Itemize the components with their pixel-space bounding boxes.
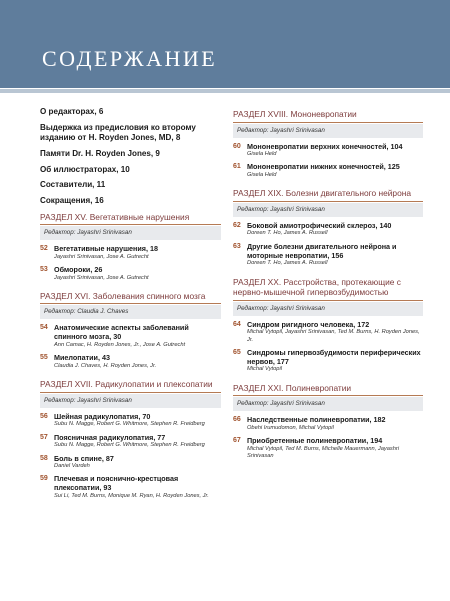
chapter-title: Боковой амиотрофический склероз, 140 — [247, 220, 392, 230]
chapter-authors: Michal Vytopil — [247, 366, 282, 373]
section-editor: Редактор: Jayashri Srinivasan — [40, 394, 221, 408]
chapter-entry[interactable] — [233, 162, 423, 179]
chapter-entry[interactable] — [233, 320, 423, 344]
chapter-title: Синдром ригидного человека, 172 — [247, 319, 370, 329]
chapter-entry[interactable] — [40, 412, 221, 429]
chapter-entry[interactable] — [40, 323, 221, 349]
header-band — [0, 0, 450, 88]
chapter-title: Миелопатии, 43 — [54, 353, 110, 363]
section-editor: Редактор: Jayashri Srinivasan — [233, 203, 423, 217]
page-title: СОДЕРЖАНИЕ — [42, 46, 218, 71]
chapter-authors: Sui Li, Ted M. Burns, Monique M. Ryan, H. Royden Jones, Jr. — [54, 492, 209, 499]
chapter-title: Мононевропатии нижних конечностей, 125 — [247, 162, 400, 172]
front-matter-item[interactable]: Памяти Dr. H. Royden Jones, 9 — [40, 148, 160, 158]
chapter-entry[interactable] — [233, 142, 423, 159]
chapter-number: 59 — [40, 475, 48, 483]
section-xix — [233, 188, 423, 267]
section-title[interactable]: РАЗДЕЛ XVII. Радикулопатии и плексопатии — [40, 379, 221, 393]
chapter-authors: Subu N. Magge, Robert G. Whitmore, Stephen R. Freidberg — [54, 442, 205, 449]
front-matter-item[interactable]: Составители, 11 — [40, 180, 106, 190]
section-xv — [40, 212, 221, 282]
chapter-number: 56 — [40, 412, 48, 420]
chapter-entry[interactable] — [40, 474, 221, 500]
chapter-title: Анатомические аспекты заболеваний спинного мозга, 30 — [54, 323, 189, 342]
front-matter-item[interactable]: Об иллюстраторах, 10 — [40, 164, 130, 174]
section-title[interactable]: РАЗДЕЛ XIX. Болезни двигательного нейрона — [233, 188, 423, 202]
chapter-number: 55 — [40, 354, 48, 362]
section-xvii — [40, 379, 221, 500]
section-editor: Редактор: Claudia J. Chaves — [40, 305, 221, 319]
chapter-title: Другие болезни двигательного нейрона и моторные невропатии, 156 — [247, 241, 397, 260]
chapter-entry[interactable] — [233, 436, 423, 460]
section-title[interactable]: РАЗДЕЛ XX. Расстройства, протекающие с нервно-мышечной гипервозбудимостью — [233, 277, 423, 301]
chapter-authors: Claudia J. Chaves, H. Royden Jones, Jr. — [54, 362, 157, 369]
right-column — [233, 107, 423, 461]
chapter-number: 60 — [233, 142, 241, 150]
left-column — [40, 107, 221, 500]
chapter-entry[interactable] — [233, 242, 423, 268]
chapter-authors: Ann Camac, H. Royden Jones, Jr., Jose A. Gutrecht — [54, 341, 186, 348]
chapter-title: Мононевропатии верхних конечностей, 104 — [247, 141, 403, 151]
chapter-number: 62 — [233, 221, 241, 229]
chapter-entry[interactable] — [40, 265, 221, 282]
section-editor: Редактор: Jayashri Srinivasan — [233, 397, 423, 411]
section-xxi — [233, 383, 423, 461]
section-title[interactable]: РАЗДЕЛ XVIII. Мононевропатии — [233, 109, 423, 123]
chapter-entry[interactable] — [233, 348, 423, 374]
chapter-authors: Gisela Held — [247, 151, 277, 157]
chapter-number: 52 — [40, 245, 48, 253]
chapter-title: Боль в спине, 87 — [54, 453, 114, 463]
chapter-authors: Jayashri Srinivasan, Jose A. Gutrecht — [54, 274, 149, 281]
section-title[interactable]: РАЗДЕЛ XXI. Полиневропатии — [233, 383, 423, 397]
chapter-title: Обмороки, 26 — [54, 265, 103, 275]
section-title[interactable]: РАЗДЕЛ XV. Вегетативные нарушения — [40, 212, 221, 226]
section-editor: Редактор: Jayashri Srinivasan — [233, 302, 423, 316]
chapter-title: Поясничная радикулопатия, 77 — [54, 432, 166, 442]
chapter-title: Приобретенные полиневропатии, 194 — [247, 436, 383, 446]
chapter-authors: Michal Vytopil, Jayashri Srinivasan, Ted M. Burns, H. Royden Jones, Jr. — [247, 329, 420, 343]
chapter-authors: Gisela Held — [247, 171, 277, 178]
chapter-entry[interactable] — [233, 415, 423, 432]
front-matter-item[interactable]: О редакторах, 6 — [40, 107, 104, 116]
chapter-authors: Daniel Vardeh — [54, 463, 90, 470]
chapter-entry[interactable] — [40, 244, 221, 261]
chapter-authors: Michal Vytopil, Ted M. Burns, Michelle Mauermann, Jayashri Srinivasan — [247, 445, 400, 460]
chapter-number: 67 — [233, 437, 241, 445]
chapter-number: 64 — [233, 320, 241, 328]
chapter-number: 61 — [233, 163, 241, 171]
chapter-number: 53 — [40, 266, 48, 274]
chapter-entry[interactable] — [40, 353, 221, 370]
chapter-title: Вегетативные нарушения, 18 — [54, 244, 158, 254]
chapter-authors: Obehi Irumudomon, Michal Vytopil — [247, 424, 334, 431]
chapter-title: Наследственные полиневропатии, 182 — [247, 415, 386, 425]
chapter-entry[interactable] — [40, 433, 221, 450]
chapter-title: Плечевая и пояснично-крестцовая плексопатии, 93 — [54, 474, 179, 493]
chapter-number: 65 — [233, 348, 241, 356]
header-divider — [0, 89, 450, 93]
chapter-number: 63 — [233, 242, 241, 250]
section-editor: Редактор: Jayashri Srinivasan — [233, 124, 423, 138]
section-xvi — [40, 291, 221, 370]
chapter-authors: Subu N. Magge, Robert G. Whitmore, Stephen R. Freidberg — [54, 421, 205, 428]
chapter-title: Синдромы гипервозбудимости периферических нервов, 177 — [247, 347, 421, 366]
chapter-number: 58 — [40, 454, 48, 462]
chapter-authors: Doreen T. Ho, James A. Russell — [247, 260, 328, 267]
chapter-authors: Jayashri Srinivasan, Jose A. Gutrecht — [54, 253, 149, 260]
front-matter-item[interactable]: Выдержка из предисловия ко второму изданию от H. Royden Jones, MD, 8 — [40, 122, 196, 143]
chapter-number: 66 — [233, 416, 241, 424]
section-editor: Редактор: Jayashri Srinivasan — [40, 226, 221, 240]
chapter-title: Шейная радикулопатия, 70 — [54, 411, 151, 421]
section-title[interactable]: РАЗДЕЛ XVI. Заболевания спинного мозга — [40, 291, 221, 305]
front-matter-item[interactable]: Сокращения, 16 — [40, 195, 104, 205]
chapter-number: 57 — [40, 433, 48, 441]
section-xviii — [233, 109, 423, 179]
chapter-number: 54 — [40, 324, 48, 332]
chapter-entry[interactable] — [40, 454, 221, 471]
chapter-entry[interactable] — [233, 221, 423, 238]
section-xx — [233, 277, 423, 374]
chapter-authors: Doreen T. Ho, James A. Russell — [247, 230, 328, 237]
